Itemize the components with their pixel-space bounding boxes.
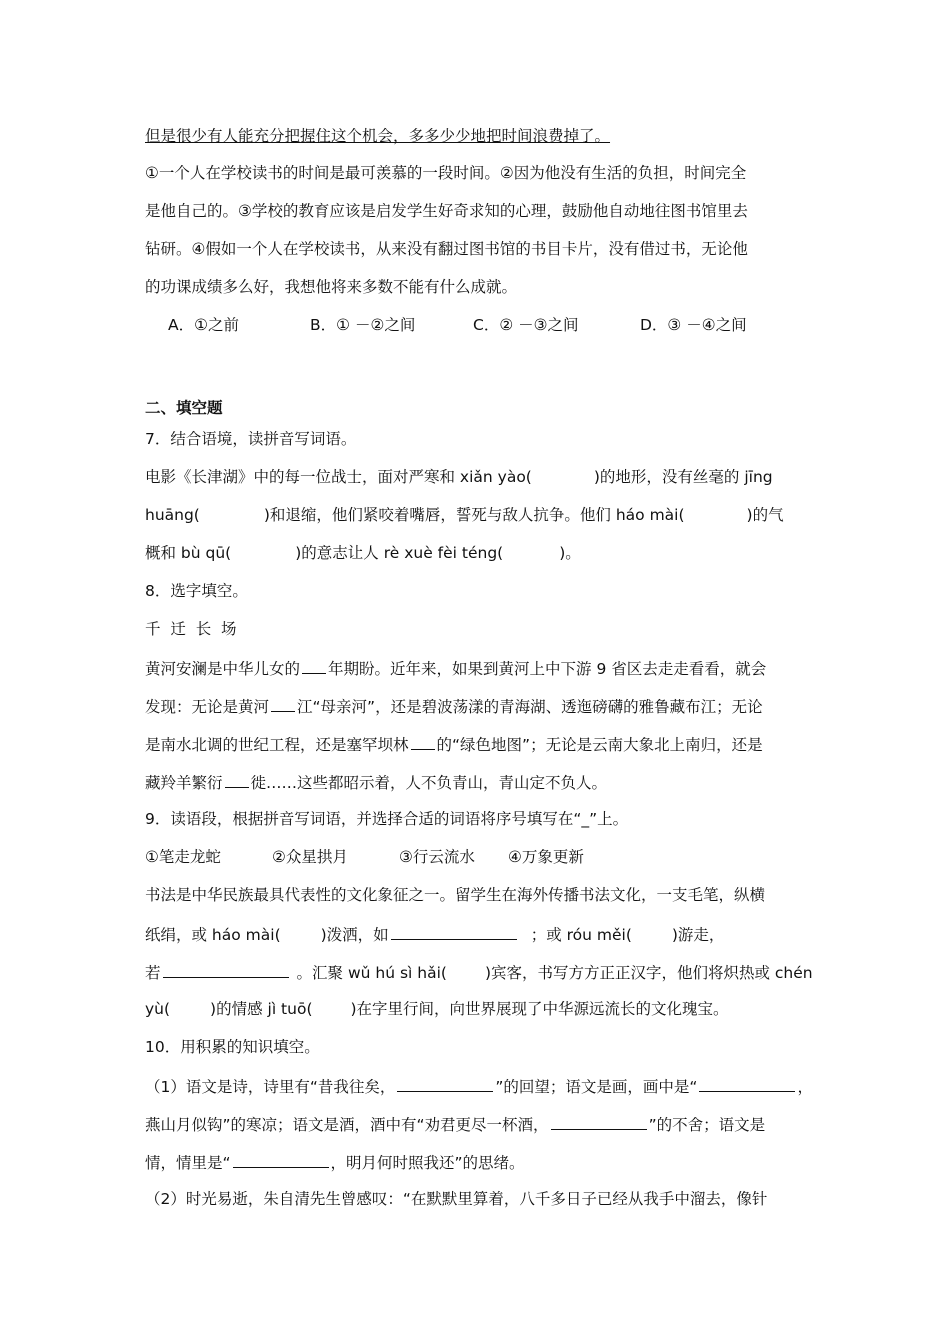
q8-blank[interactable] [225,771,249,788]
q8-char-choices: 千 迁 长 场 [145,620,237,638]
q6-option-b[interactable]: B．① －②之间 [310,316,416,334]
q9-line: 书法是中华民族最具代表性的文化象征之一。留学生在海外传播书法文化，一支毛笔，纵横 [145,886,766,904]
q10-line: 情，情里是“ ，明月何时照我还”的思绪。 [145,1151,525,1173]
q8-line: 黄河安澜是中华儿女的 年期盼。近年来，如果到黄河上中下游 9 省区去走走看看，就会 [145,657,766,679]
q6-passage-line: 的功课成绩多么好，我想他将来多数不能有什么成就。 [145,278,518,296]
q8-title: 8．选字填空。 [145,582,248,600]
q9-option-2: ②众星拱月 [272,848,348,866]
q10-blank[interactable] [397,1075,493,1092]
q10-blank[interactable] [699,1075,795,1092]
q6-option-a[interactable]: A．①之前 [168,316,239,334]
q9-line: yù( )的情感 jì tuō( )在字里行间，向世界展现了中华源远流长的文化瑰宝。 [145,1000,729,1018]
q6-passage-line: ①一个人在学校读书的时间是最可羡慕的一段时间。②因为他没有生活的负担，时间完全 [145,164,747,182]
q9-title: 9．读语段，根据拼音写词语，并选择合适的词语将序号填写在“_”上。 [145,810,629,828]
q10-title: 10．用积累的知识填空。 [145,1038,320,1056]
q6-option-c[interactable]: C．② －③之间 [473,316,579,334]
q10-line: （2）时光易逝，朱自清先生曾感叹：“在默默里算着，八千多日子已经从我手中溜去，像针 [145,1190,768,1208]
q9-line: 纸绢，或 háo mài( )泼洒，如 ；或 róu měi( )游走， [145,923,724,945]
q7-line: huāng( )和退缩，他们紧咬着嘴唇，誓死与敌人抗争。他们 háo mài( )的气 [145,506,784,524]
q6-passage-line: 钻研。④假如一个人在学校读书，从来没有翻过图书馆的书目卡片，没有借过书，无论他 [145,240,748,258]
q9-option-1: ①笔走龙蛇 [145,848,221,866]
q6-intro-sentence: 但是很少有人能充分把握住这个机会，多多少少地把时间浪费掉了。 [145,127,611,145]
q8-line: 发现：无论是黄河 江“母亲河”，还是碧波荡漾的青海湖、透迤磅礴的雅鲁藏布江；无论 [145,695,763,717]
q8-line: 藏羚羊繁衍 徙……这些都昭示着，人不负青山，青山定不负人。 [145,771,607,793]
q10-line: 燕山月似钩”的寒凉；语文是酒，酒中有“劝君更尽一杯酒， ”的不舍；语文是 [145,1113,765,1135]
q9-line: 若 。汇聚 wǔ hú sì hǎi( )宾客，书写方方正正汉字，他们将炽热或 chén [145,961,813,983]
q9-option-4: ④万象更新 [508,848,584,866]
q9-blank[interactable] [391,923,517,940]
q9-option-3: ③行云流水 [399,848,475,866]
q7-line: 电影《长津湖》中的每一位战士，面对严寒和 xiǎn yào( )的地形，没有丝毫的 jīng [145,468,773,486]
q9-blank[interactable] [163,961,289,978]
q7-line: 概和 bù qū( )的意志让人 rè xuè fèi téng( )。 [145,544,581,562]
q10-blank[interactable] [233,1151,329,1168]
q8-line: 是南水北调的世纪工程，还是塞罕坝林 的“绿色地图”；无论是云南大象北上南归，还是 [145,733,763,755]
q8-blank[interactable] [302,657,326,674]
q7-title: 7．结合语境，读拼音写词语。 [145,430,357,448]
section-title: 二、填空题 [145,399,223,417]
q10-line: （1）语文是诗，诗里有“昔我往矣， ”的回望；语文是画，画中是“ ， [145,1075,813,1097]
q8-blank[interactable] [271,695,295,712]
q10-blank[interactable] [551,1113,647,1130]
q6-option-d[interactable]: D．③ －④之间 [640,316,747,334]
q6-passage-line: 是他自己的。③学校的教育应该是启发学生好奇求知的心理，鼓励他自动地往图书馆里去 [145,202,748,220]
q8-blank[interactable] [411,733,435,750]
